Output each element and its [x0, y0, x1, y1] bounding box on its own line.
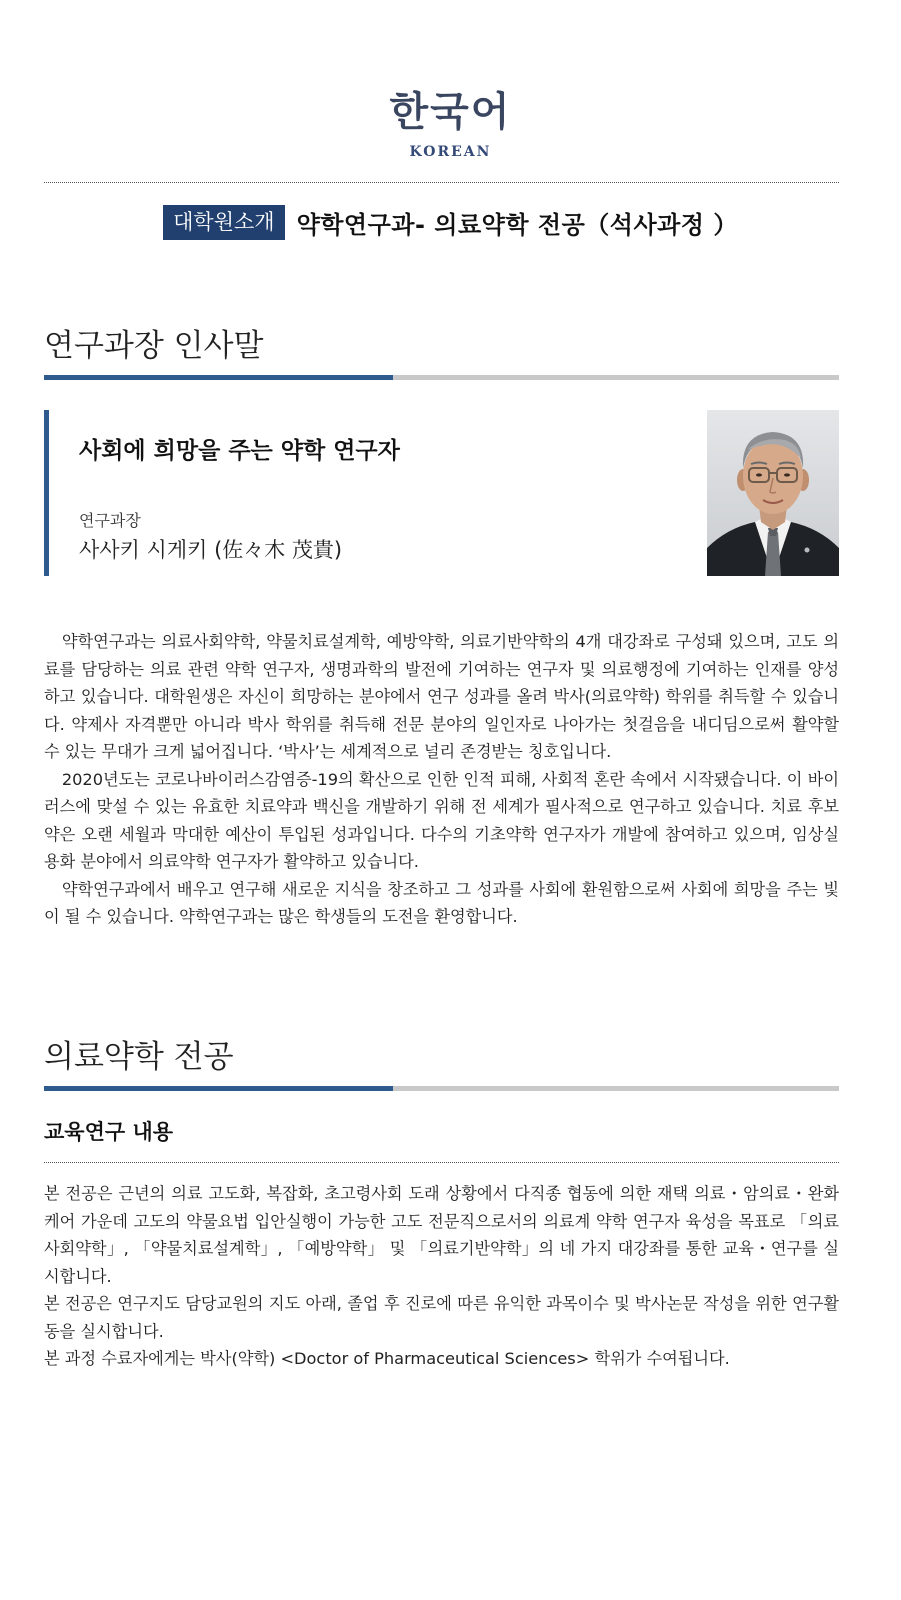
greeting-body: [44, 628, 839, 931]
sub-heading-divider: [44, 1162, 839, 1163]
header-divider: [44, 182, 839, 183]
education-paragraph: 본 전공은 연구지도 담당교원의 지도 아래, 졸업 후 진로에 따른 유익한 과목이수 및 박사논문 작성을 위한 연구활동을 실시합니다.: [44, 1294, 839, 1341]
page-heading: [0, 202, 901, 242]
education-research-body: [44, 1180, 839, 1373]
greeting-box: [44, 410, 669, 576]
education-paragraph: 본 과정 수료자에게는 박사(약학) <Doctor of Pharmaceutical Sciences> 학위가 수여됩니다.: [44, 1349, 730, 1368]
language-subtitle: KOREAN: [409, 144, 492, 160]
page-title: 약학연구과- 의료약학 전공（석사과정 ）: [296, 210, 738, 239]
language-title: 한국어: [389, 89, 512, 135]
greeting-paragraph: 2020년도는 코로나바이러스감염증-19의 확산으로 인한 인적 피해, 사회적 혼란 속에서 시작됐습니다. 이 바이러스에 맞설 수 있는 유효한 치료약과 백신을 개발하기 위해 전 세계가 필사적으로 연구하고 있습니다. 치료 후보약은 오랜 세월과 막대한 예산이 투입된 성과입니다. 다수의 기초약학 연구자가 개발에 참여하고 있으며, 임상실용화 분야에서 의료약학 연구자가 활약하고 있습니다.: [44, 769, 839, 871]
page-category-badge: 대학원소개: [163, 205, 284, 240]
greeting-section-title: 연구과장 인사말: [44, 328, 264, 364]
education-paragraph: 본 전공은 근년의 의료 고도화, 복잡화, 초고령사회 도래 상황에서 다직종 협동에 의한 재택 의료・암의료・완화 케어 가운데 고도의 약물요법 입안실행이 가능한 고도 전문직으로서의 의료계 약학 연구자 육성을 목표로 「의료사회약학」, 「약물치료설계학」, 「예방약학」 및 「의료기반약학」의 네 가지 대강좌를 통한 교육・연구를 실시합니다.: [44, 1184, 839, 1286]
education-research-heading: 교육연구 내용: [44, 1120, 174, 1144]
dean-name: 사사키 시게키 (佐々木 茂貴): [79, 538, 343, 562]
major-section-title: 의료약학 전공: [44, 1039, 234, 1075]
greeting-paragraph: 약학연구과에서 배우고 연구해 새로운 지식을 창조하고 그 성과를 사회에 환원함으로써 사회에 희망을 주는 빛이 될 수 있습니다. 약학연구과는 많은 학생들의 도전을 환영합니다.: [44, 879, 839, 926]
greeting-section-bar: [44, 375, 839, 380]
greeting-headline: 사회에 희망을 주는 약학 연구자: [79, 438, 400, 464]
greeting-paragraph: 약학연구과는 의료사회약학, 약물치료설계학, 예방약학, 의료기반약학의 4개 대강좌로 구성돼 있으며, 고도 의료를 담당하는 의료 관련 약학 연구자, 생명과학의 발전에 기여하는 연구자 및 의료행정에 기여하는 인재를 양성하고 있습니다. 대학원생은 자신이 희망하는 분야에서 연구 성과를 올려 박사(의료약학) 학위를 취득할 수 있습니다. 약제사 자격뿐만 아니라 박사 학위를 취득해 전문 분야의 일인자로 나아가는 첫걸음을 내디딤으로써 활약할 수 있는 무대가 크게 넓어집니다. ‘박사’는 세계적으로 널리 존경받는 칭호입니다.: [44, 632, 839, 761]
major-section-bar: [44, 1086, 839, 1091]
dean-role: 연구과장: [79, 511, 141, 530]
dean-portrait: [707, 410, 839, 576]
